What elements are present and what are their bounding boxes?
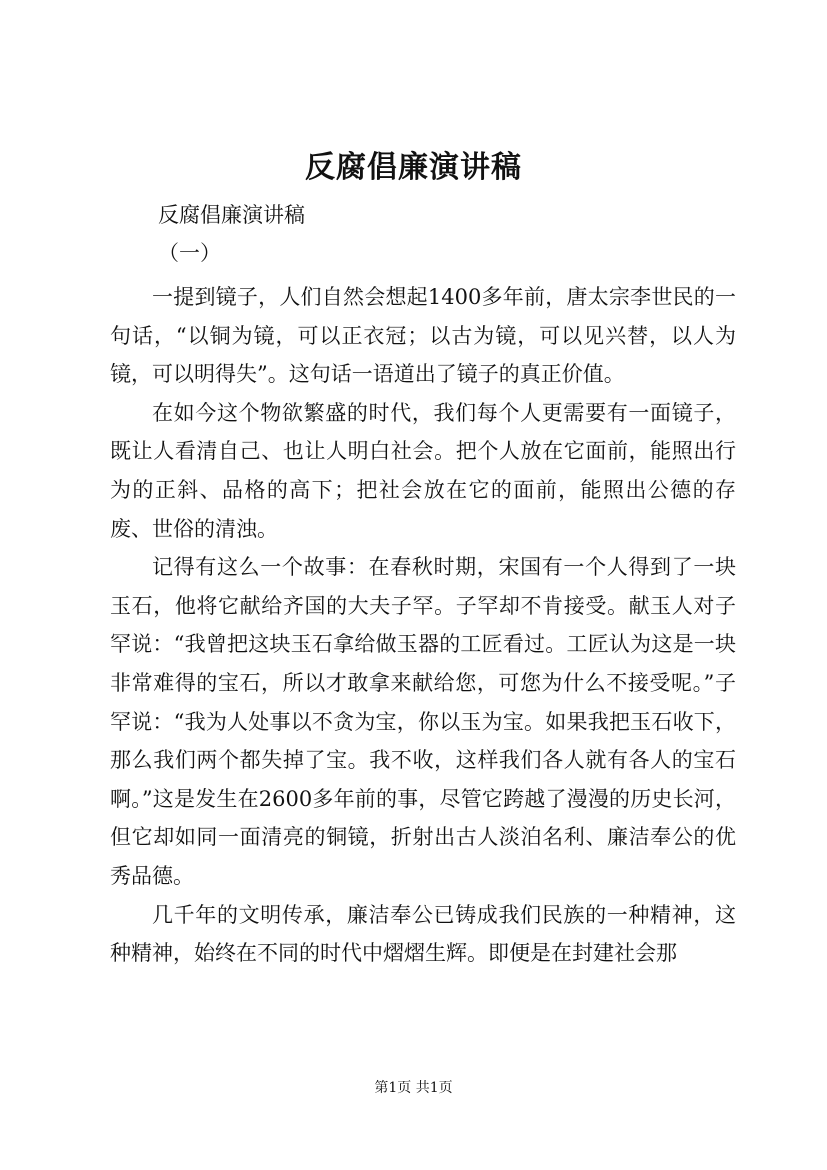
document-title: 反腐倡廉演讲稿 — [305, 150, 522, 185]
paragraph: 几千年的文明传承，廉洁奉公已铸成我们民族的一种精神，这种精神，始终在不同的时代中熠熠生辉。即便是在封建社会那 — [110, 902, 736, 966]
page-footer: 第1页 共1页 — [374, 1080, 453, 1096]
document-subtitle: 反腐倡廉演讲稿 — [158, 203, 305, 227]
paragraph: 在如今这个物欲繁盛的时代，我们每个人更需要有一面镜子，既让人看清自己、也让人明白社会。把个人放在它面前，能照出行为的正斜、品格的高下；把社会放在它的面前，能照出公德的存废、世俗的清浊。 — [110, 400, 736, 541]
paragraph: 记得有这么一个故事：在春秋时期，宋国有一个人得到了一块玉石，他将它献给齐国的大夫子罕。子罕却不肯接受。献玉人对子罕说：“我曾把这块玉石拿给做玉器的工匠看过。工匠认为这是一块非常难得的宝石，所以才敢拿来献给您，可您为什么不接受呢。”子罕说：“我为人处事以不贪为宝，你以玉为宝。如果我把玉石收下，那么我们两个都失掉了宝。我不收，这样我们各人就有各人的宝石啊。”这是发生在2600多年前的事，尽管它跨越了漫漫的历史长河，但它却如同一面清亮的铜镜，折射出古人淡泊名利、廉洁奉公的优秀品德。 — [110, 555, 736, 888]
paragraph: 一提到镜子，人们自然会想起1400多年前，唐太宗李世民的一句话，“以铜为镜，可以正衣冠；以古为镜，可以见兴替，以人为镜，可以明得失”。这句话一语道出了镜子的真正价值。 — [110, 285, 736, 387]
section-marker: （一） — [158, 241, 221, 265]
body-text — [110, 278, 736, 973]
